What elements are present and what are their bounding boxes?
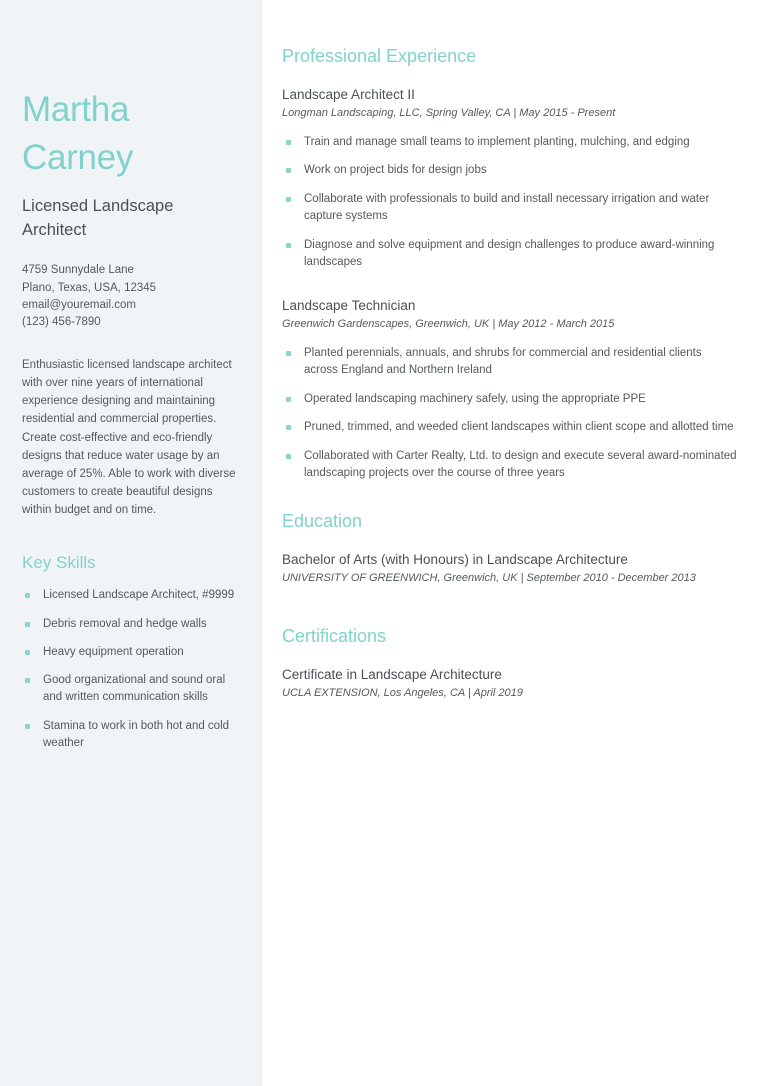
contact-email: email@youremail.com <box>22 298 136 311</box>
section-heading-experience: Professional Experience <box>282 46 477 66</box>
experience-entry <box>282 298 738 483</box>
list-item <box>22 587 239 604</box>
section-professional-experience <box>282 46 738 483</box>
section-certifications <box>282 626 738 702</box>
education-school-meta: UNIVERSITY OF GREENWICH, Greenwich, UK | September 2010 - December 2013 <box>282 571 696 584</box>
list-item <box>282 162 738 179</box>
contact-info <box>22 262 239 332</box>
education-entry <box>282 552 738 587</box>
skill-text: Stamina to work in both hot and cold weather <box>43 719 230 749</box>
list-item <box>282 134 738 151</box>
bullet-icon <box>25 593 30 598</box>
candidate-name <box>22 86 239 181</box>
experience-bullet-list <box>282 134 738 272</box>
candidate-job-title: Licensed Landscape Architect <box>22 197 174 239</box>
section-education <box>282 511 738 587</box>
section-heading-education: Education <box>282 510 363 531</box>
bullet-text: Collaborate with professionals to build and install necessary irrigation and water capture systems <box>304 192 710 223</box>
bullet-icon <box>286 243 291 248</box>
education-degree: Bachelor of Arts (with Honours) in Landscape Architecture <box>282 551 628 567</box>
main-content <box>262 0 768 1086</box>
bullet-icon <box>286 351 291 356</box>
bullet-text: Train and manage small teams to implement planting, mulching, and edging <box>304 135 690 148</box>
key-skills-heading: Key Skills <box>22 553 96 573</box>
bullet-text: Work on project bids for design jobs <box>304 164 487 177</box>
bullet-icon <box>286 197 291 202</box>
list-item <box>282 448 738 483</box>
bullet-icon <box>286 168 291 173</box>
bullet-icon <box>25 650 30 655</box>
contact-street: 4759 Sunnydale Lane <box>22 264 134 277</box>
bullet-icon <box>25 622 30 627</box>
bullet-icon <box>286 425 291 430</box>
bullet-icon <box>25 724 30 729</box>
certification-entry <box>282 667 738 702</box>
list-item <box>282 237 738 272</box>
list-item <box>282 191 738 226</box>
list-item <box>282 345 738 380</box>
bullet-text: Pruned, trimmed, and weeded client landscapes within client scope and allotted time <box>304 421 734 434</box>
list-item <box>22 672 239 707</box>
key-skills-list <box>22 587 239 752</box>
list-item <box>282 391 738 408</box>
list-item <box>22 616 239 633</box>
skill-text: Debris removal and hedge walls <box>43 617 207 630</box>
list-item <box>282 419 738 436</box>
contact-city-state: Plano, Texas, USA, 12345 <box>22 281 157 294</box>
candidate-first-name: Martha <box>22 90 130 129</box>
professional-summary: Enthusiastic licensed landscape architect with over nine years of international experience designing and maintaining residential and commercial properties. Create cost-effective and eco-friendly designs that reduce water usage by an average of 25%. Able to work with diverse customers to create beautiful designs within budget and on time. <box>22 358 236 517</box>
skill-text: Heavy equipment operation <box>43 645 184 658</box>
experience-company-meta: Greenwich Gardenscapes, Greenwich, UK | May 2012 - March 2015 <box>282 317 615 330</box>
bullet-icon <box>286 454 291 459</box>
skill-text: Good organizational and sound oral and written communication skills <box>43 674 226 704</box>
experience-bullet-list <box>282 345 738 483</box>
skill-text: Licensed Landscape Architect, #9999 <box>43 589 235 602</box>
section-heading-certifications: Certifications <box>282 626 387 647</box>
list-item <box>22 718 239 753</box>
bullet-text: Collaborated with Carter Realty, Ltd. to design and execute several award-nominated landscaping projects over the course of three years <box>304 449 737 480</box>
certification-title: Certificate in Landscape Architecture <box>282 667 502 683</box>
bullet-icon <box>286 397 291 402</box>
list-item <box>22 644 239 661</box>
experience-job-title: Landscape Technician <box>282 297 416 313</box>
certification-issuer-meta: UCLA EXTENSION, Los Angeles, CA | April 2019 <box>282 687 523 700</box>
sidebar <box>0 0 262 1086</box>
bullet-text: Planted perennials, annuals, and shrubs for commercial and residential clients across England and Northern Ireland <box>304 346 702 377</box>
contact-phone: (123) 456-7890 <box>22 316 101 329</box>
bullet-icon <box>25 678 30 683</box>
candidate-last-name: Carney <box>22 137 134 177</box>
experience-job-title: Landscape Architect II <box>282 87 415 102</box>
experience-company-meta: Longman Landscaping, LLC, Spring Valley, CA | May 2015 - Present <box>282 107 616 119</box>
experience-entry <box>282 87 738 272</box>
bullet-icon <box>286 140 291 145</box>
bullet-text: Operated landscaping machinery safely, using the appropriate PPE <box>304 392 646 405</box>
bullet-text: Diagnose and solve equipment and design challenges to produce award-winning landscapes <box>304 238 715 269</box>
